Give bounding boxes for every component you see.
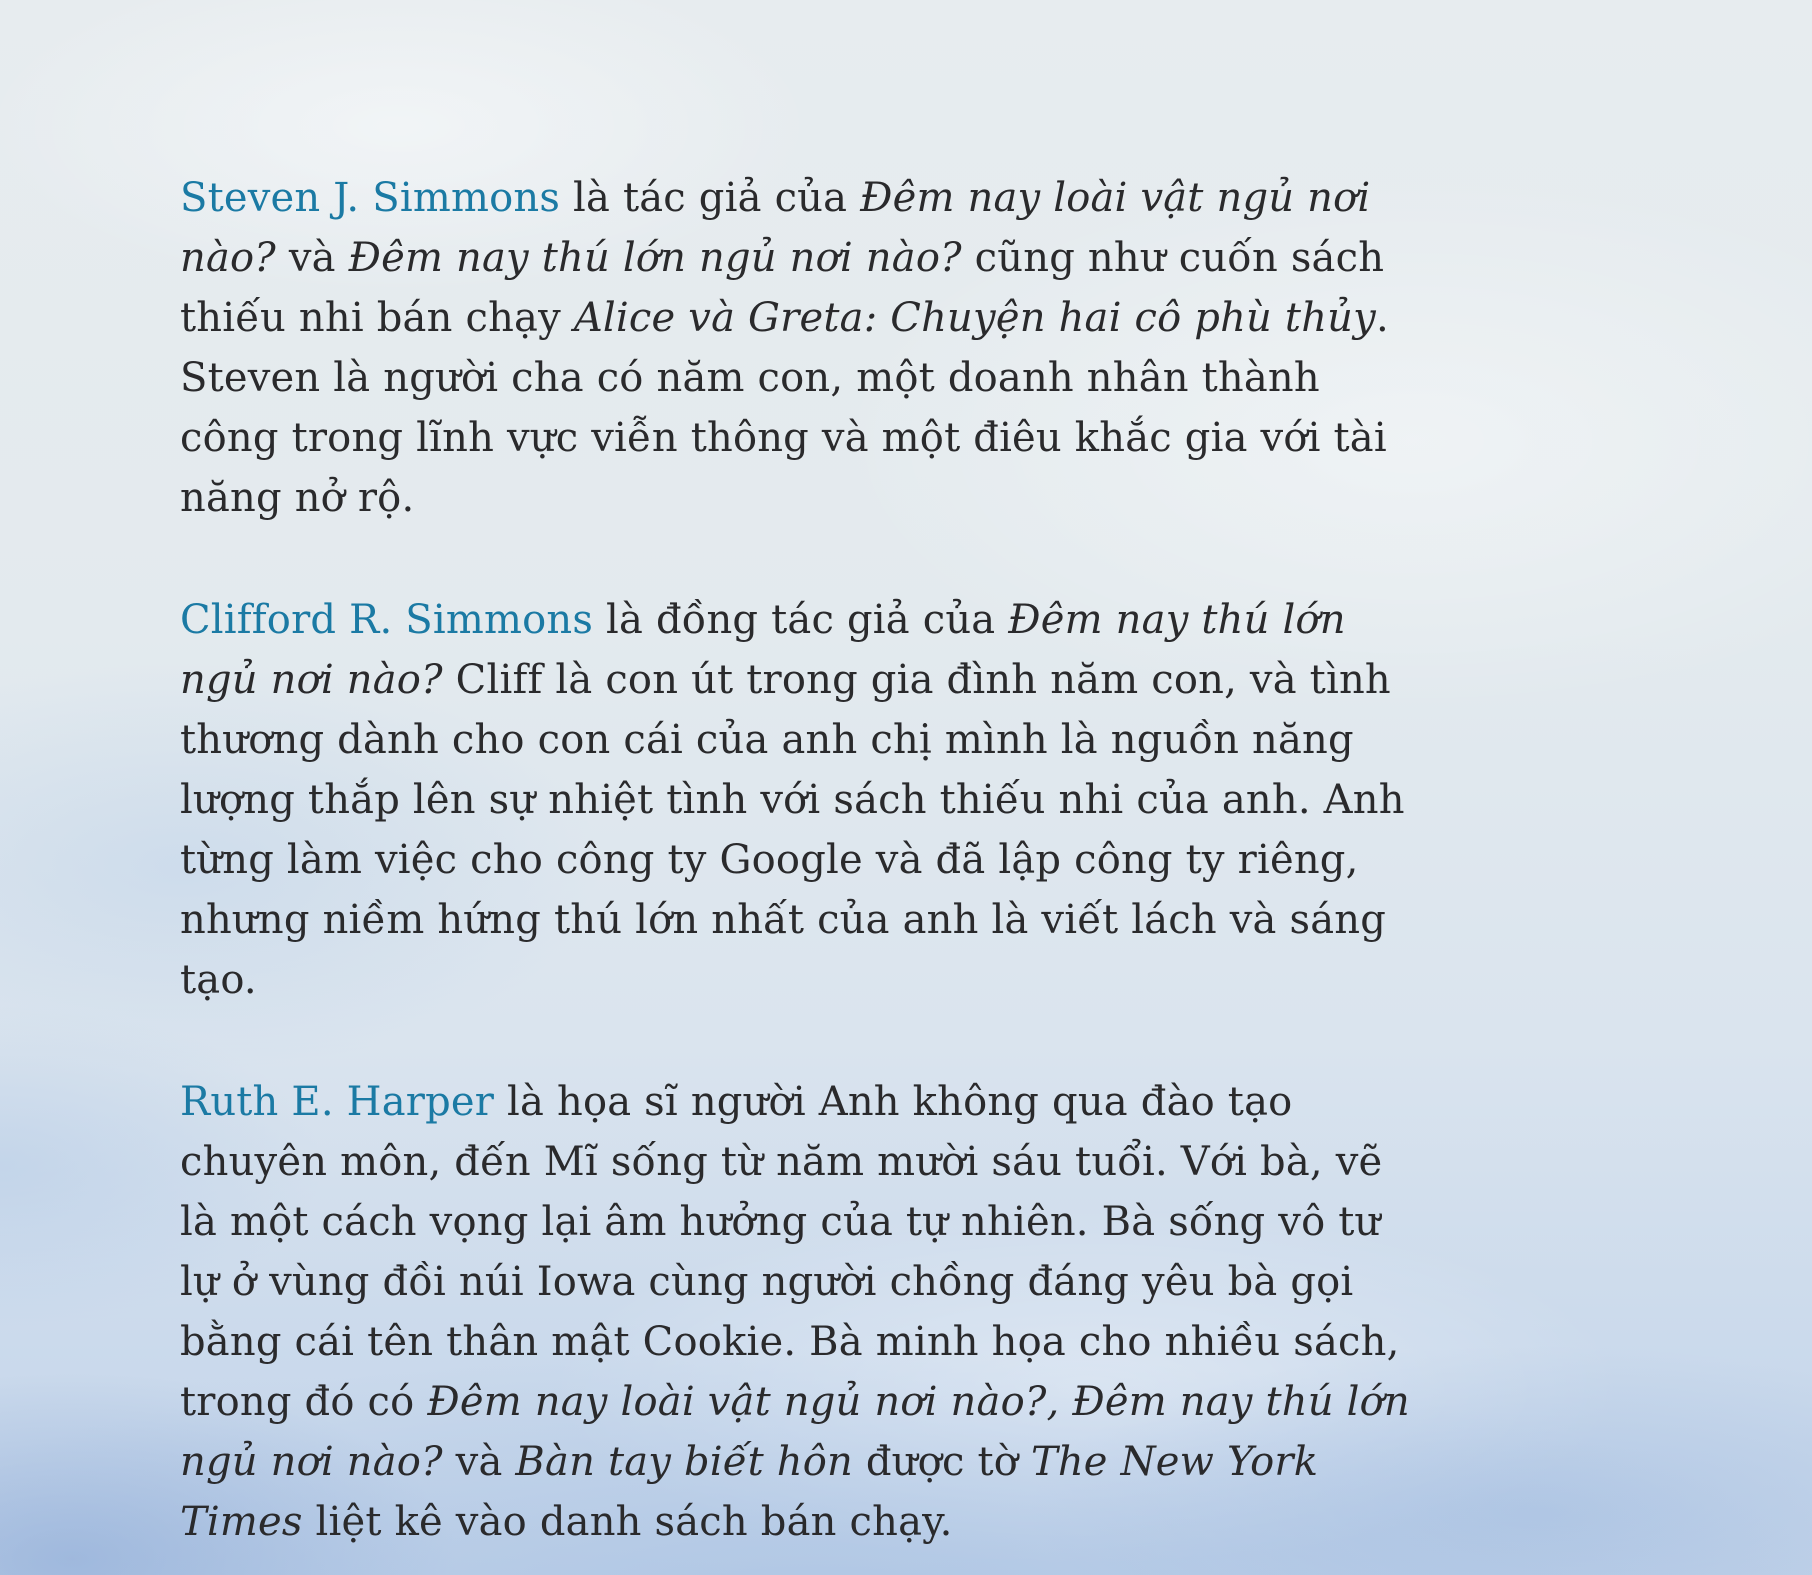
author-name: Steven J. Simmons (180, 175, 561, 221)
book-title: Đêm nay thú lớn ngủ nơi nào? (180, 1379, 1410, 1485)
book-title: Đêm nay thú lớn ngủ nơi nào? (348, 235, 962, 281)
book-title: Đêm nay thú lớn ngủ nơi nào? (180, 597, 1346, 703)
body-text: là đồng tác giả của (593, 597, 1009, 643)
body-text: cũng như cuốn sách thiếu nhi bán chạy (180, 235, 1385, 341)
body-text: được tờ (852, 1439, 1031, 1485)
body-text: . Steven là người cha có năm con, một doanh nhân thành công trong lĩnh vực viễn thông và một điêu khắc gia với tài năng nở rộ. (180, 295, 1389, 521)
bio-paragraph (180, 590, 1418, 1010)
book-title: Đêm nay loài vật ngủ nơi nào?, (427, 1379, 1060, 1425)
body-text: và (275, 235, 349, 281)
book-title: Đêm nay loài vật ngủ nơi nào? (180, 175, 1371, 281)
body-text: Cliff là con út trong gia đình năm con, và tình thương dành cho con cái của anh chị mình là nguồn năng lượng thắp lên sự nhiệt tình với sách thiếu nhi của anh. Anh từng làm việc cho công ty Google và đã lập công ty riêng, nhưng niềm hứng thú lớn nhất của anh là viết lách và sáng tạo. (180, 657, 1405, 1003)
body-text (1059, 1379, 1072, 1425)
author-name: Ruth E. Harper (180, 1079, 495, 1125)
book-title: Bàn tay biết hôn (515, 1439, 853, 1485)
book-title: The New York Times (180, 1439, 1319, 1545)
body-text: là tác giả của (560, 175, 861, 221)
bio-paragraph (180, 1072, 1418, 1552)
body-text: và (442, 1439, 516, 1485)
body-text: là họa sĩ người Anh không qua đào tạo chuyên môn, đến Mĩ sống từ năm mười sáu tuổi. Với bà, vẽ là một cách vọng lại âm hưởng của tự nhiên. Bà sống vô tư lự ở vùng đồi núi Iowa cùng người chồng đáng yêu bà gọi bằng cái tên thân mật Cookie. Bà minh họa cho nhiều sách, trong đó có (180, 1079, 1400, 1425)
author-bio-block (180, 168, 1418, 1552)
author-name: Clifford R. Simmons (180, 597, 594, 643)
book-title: Alice và Greta: Chuyện hai cô phù thủy (573, 295, 1376, 341)
bio-paragraph (180, 168, 1418, 528)
body-text: liệt kê vào danh sách bán chạy. (302, 1499, 953, 1545)
